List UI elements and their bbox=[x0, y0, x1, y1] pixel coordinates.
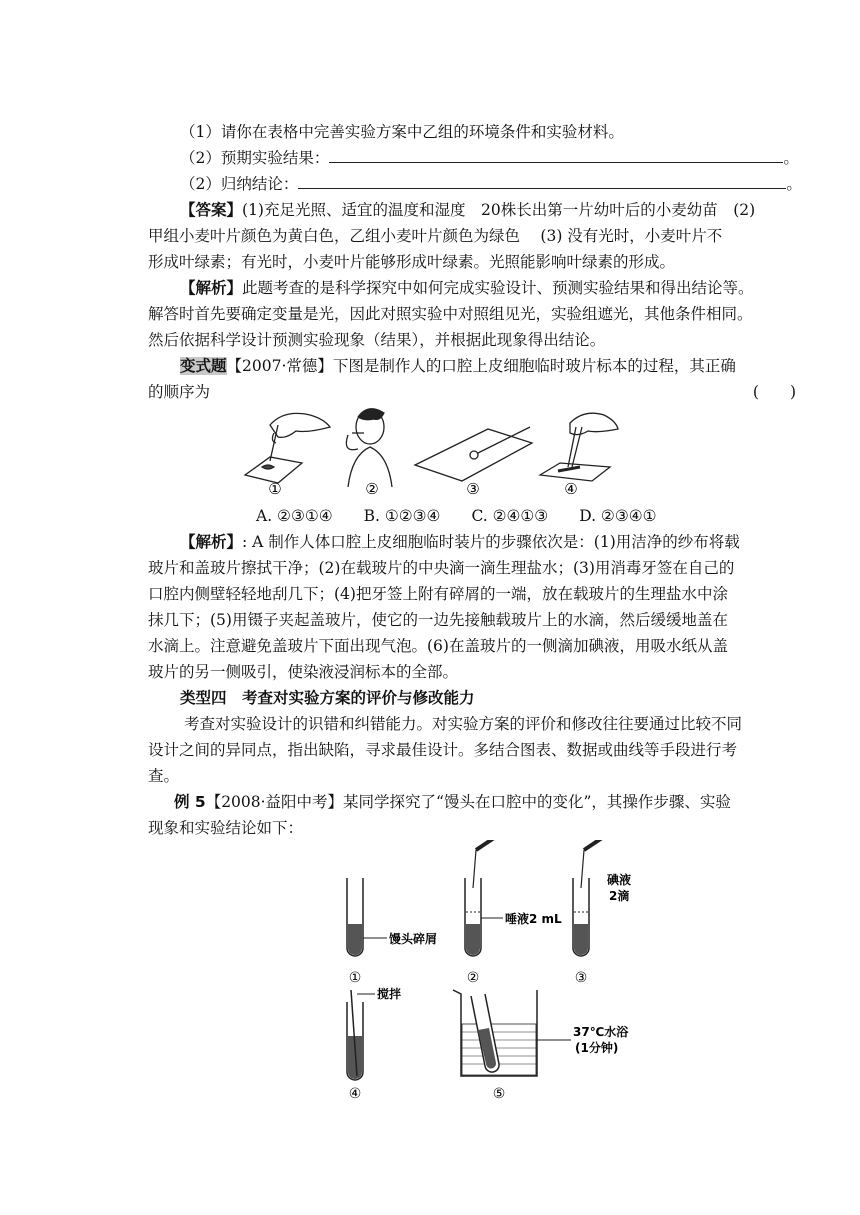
iodine-label-2: 2滴 bbox=[609, 889, 630, 903]
iodine-label-1: 碘液 bbox=[607, 873, 632, 887]
fig2-label-4: ④ bbox=[348, 1086, 362, 1102]
analysis-line-1: 【解析】此题考查的是科学探究中如何完成实验设计、预测实验结果和得出结论等。 bbox=[180, 279, 754, 297]
analysis2-line-6: 玻片的另一侧吸引，使染液浸润标本的全部。 bbox=[148, 663, 459, 681]
fig2-label-3: ③ bbox=[574, 970, 588, 986]
tube-4 bbox=[347, 986, 401, 1102]
analysis2-line-3: 口腔内侧壁轻轻地刮几下；(4)把牙签上附有碎屑的一端，放在载玻片的生理盐水中涂 bbox=[148, 585, 728, 603]
tube-1 bbox=[347, 878, 437, 986]
test-tube-experiment-figure bbox=[335, 840, 685, 1102]
answer-options: A. ②③①④ B. ①②③④ C. ②④①③ D. ②③④① bbox=[256, 507, 657, 525]
example-5-line-1: 例 5【2008·益阳中考】某同学探究了“馒头在口腔中的变化”，其操作步骤、实验 bbox=[174, 793, 731, 811]
fig1-label-3: ③ bbox=[466, 480, 480, 498]
step-2-illustration bbox=[346, 409, 392, 487]
analysis2-line-1: 【解析】: A 制作人体口腔上皮细胞临时装片的步骤依次是：(1)用洁净的纱布将载 bbox=[180, 533, 740, 551]
answer-blank bbox=[298, 172, 786, 189]
example-5-line-2: 现象和实验结论如下： bbox=[148, 819, 304, 837]
answer-parenthesis: ( ) bbox=[752, 383, 796, 401]
analysis-tag: 【解析】 bbox=[180, 533, 243, 551]
answer-tag: 【答案】 bbox=[180, 201, 243, 219]
analysis-line-3: 然后依据科学设计预测实验现象（结果），并根据此现象得出结论。 bbox=[148, 331, 606, 349]
answer-line-1: 【答案】(1)充足光照、适宜的温度和湿度 20株长出第一片幼叶后的小麦幼苗 (2) bbox=[180, 201, 756, 219]
section-text-2: 设计之间的异同点，指出缺陷，寻求最佳设计。多结合图表、数据或曲线等手段进行考 bbox=[148, 741, 738, 759]
variant-line-1: 变式题【2007·常德】下图是制作人的口腔上皮细胞临时玻片标本的过程，其正确 bbox=[180, 357, 736, 375]
tube-2 bbox=[465, 840, 562, 986]
analysis2-line-5: 水滴上。注意避免盖玻片下面出现气泡。(6)在盖玻片的一侧滴加碘液，用吸水纸从盖 bbox=[148, 637, 728, 655]
saliva-label: 唾液2 mL bbox=[505, 912, 562, 926]
answer-blank bbox=[329, 146, 783, 163]
figure-1-labels bbox=[240, 478, 620, 500]
analysis2-line-2: 玻片和盖玻片擦拭干净；(2)在载玻片的中央滴一滴生理盐水；(3)用消毒牙签在自己的 bbox=[148, 559, 735, 577]
water-bath-label-2: (1分钟) bbox=[575, 1041, 619, 1055]
section-text-3: 查。 bbox=[148, 767, 180, 785]
analysis-line-2: 解答时首先要确定变量是光，因此对照实验中对照组见光，实验组遮光，其他条件相同。 bbox=[148, 305, 753, 323]
beaker-5 bbox=[453, 990, 629, 1102]
tube-3 bbox=[573, 840, 631, 986]
water-bath-label-1: 37℃水浴 bbox=[573, 1025, 629, 1039]
section-heading: 类型四 考查对实验方案的评价与修改能力 bbox=[180, 689, 475, 707]
fig1-label-2: ② bbox=[365, 480, 379, 498]
fig2-label-1: ① bbox=[348, 970, 362, 986]
crumbs-label: 馒头碎屑 bbox=[389, 932, 438, 946]
analysis2-line-4: 抹几下；(5)用镊子夹起盖玻片，使它的一边先接触载玻片上的水滴，然后缓缓地盖在 bbox=[148, 611, 728, 629]
step-4-illustration bbox=[540, 413, 618, 481]
question-1: （1）请你在表格中完善实验方案中乙组的环境条件和实验材料。 bbox=[180, 123, 624, 141]
question-3: （2）归纳结论： 。 bbox=[180, 172, 808, 196]
step-3-illustration bbox=[415, 427, 532, 481]
question-2: （2）预期实验结果： 。 bbox=[180, 146, 808, 170]
answer-line-3: 形成叶绿素；有光时，小麦叶片能够形成叶绿素。光照能影响叶绿素的形成。 bbox=[148, 253, 676, 271]
variant-tag: 变式题 bbox=[180, 357, 227, 375]
step-1-illustration bbox=[245, 413, 330, 483]
variant-line-2: 的顺序为 ( ) bbox=[148, 380, 808, 404]
answer-line-2: 甲组小麦叶片颜色为黄白色，乙组小麦叶片颜色为绿色 (3) 没有光时，小麦叶片不 bbox=[148, 227, 723, 245]
fig1-label-4: ④ bbox=[564, 480, 578, 498]
analysis-tag: 【解析】 bbox=[180, 279, 243, 297]
fig2-label-5: ⑤ bbox=[492, 1086, 506, 1102]
fig2-label-2: ② bbox=[466, 970, 480, 986]
section-text-1: 考查对实验设计的识错和纠错能力。对实验方案的评价和修改往往要通过比较不同 bbox=[184, 715, 743, 733]
stir-label: 搅拌 bbox=[377, 987, 402, 1001]
fig1-label-1: ① bbox=[268, 480, 282, 498]
example-tag: 例 5 bbox=[174, 793, 206, 811]
